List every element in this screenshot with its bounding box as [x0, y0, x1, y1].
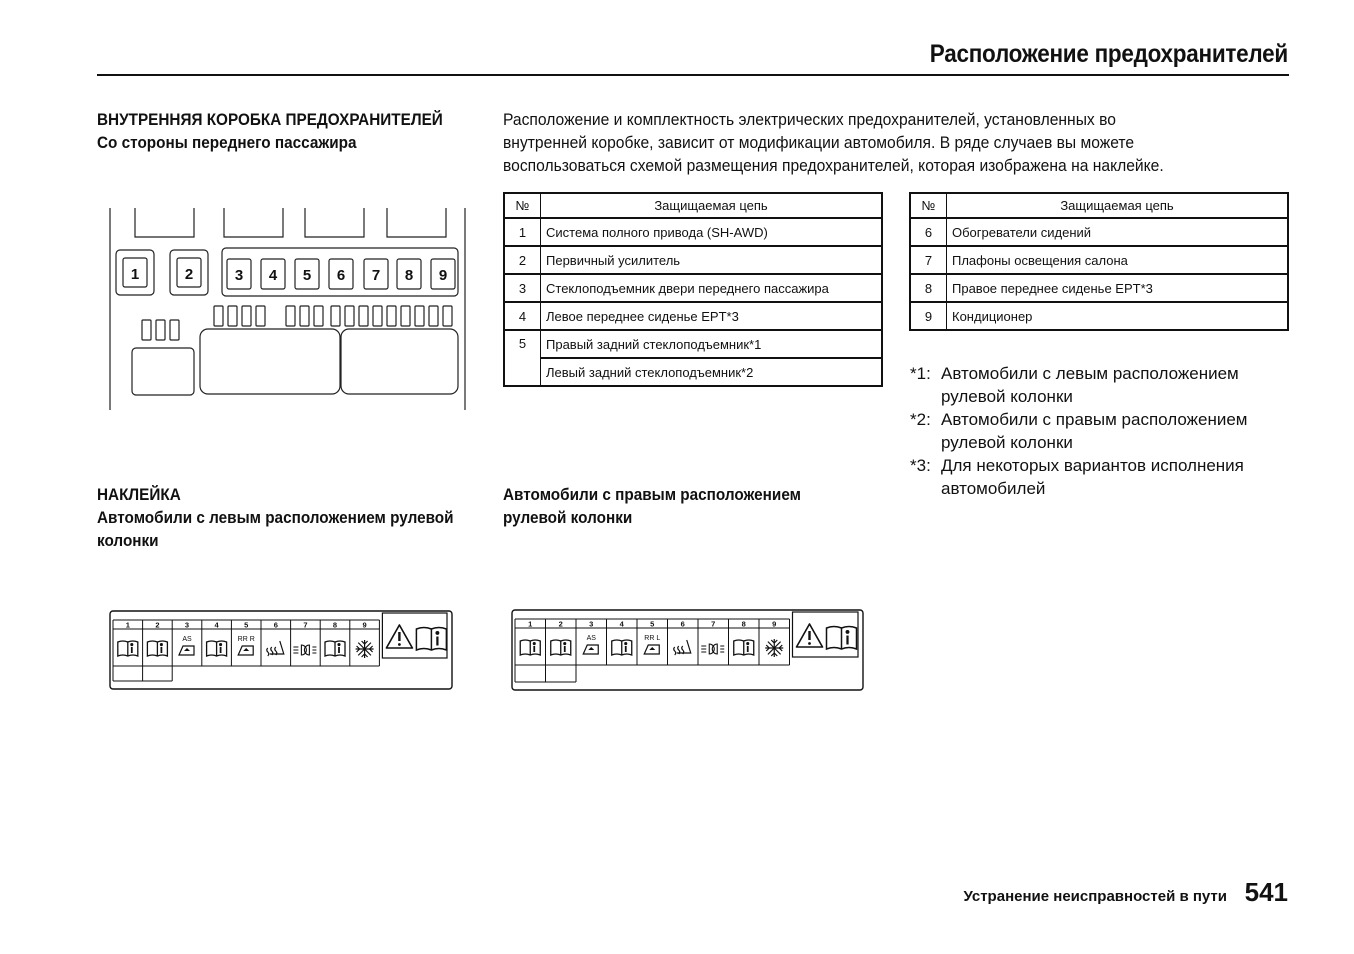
snowflake-icon: [356, 640, 374, 658]
fuse-label-6: 6: [336, 267, 346, 284]
table-header-no: №: [504, 193, 541, 218]
footnote: [910, 454, 1291, 500]
window-switch-icon: [238, 636, 255, 655]
window-label: RR L: [644, 635, 661, 642]
seat-heater-icon: [674, 640, 691, 655]
table-cell-no: 5: [504, 330, 541, 386]
seat-heater-icon: [267, 641, 284, 656]
inner-box-heading: ВНУТРЕННЯЯ КОРОБКА ПРЕДОХРАНИТЕЛЕЙ: [97, 110, 443, 129]
table-cell-circuit: Плафоны освещения салона: [947, 246, 1289, 274]
fuse-label-4: 4: [268, 267, 278, 284]
intro-line: внутренней коробке, зависит от модификации автомобиля. В ряде случаев вы можете: [503, 133, 1135, 152]
book-info-icon: [612, 640, 632, 655]
window-label: RR R: [237, 636, 255, 643]
sticker-fuse-number: 1: [528, 619, 533, 629]
table-header-circuit: Защищаемая цепь: [947, 193, 1289, 218]
footnote: [910, 408, 1291, 454]
sticker-heading: НАКЛЕЙКА: [97, 485, 181, 504]
window-switch-icon: [644, 635, 660, 654]
page-number: 541: [1244, 877, 1288, 907]
footnote-text: Автомобили с левым расположением рулевой колонки: [941, 364, 1239, 406]
fuse-label-7: 7: [371, 267, 381, 284]
window-switch-icon: [179, 636, 194, 655]
table-cell-no: 2: [504, 246, 541, 274]
book-info-icon: [827, 627, 857, 650]
table-header-circuit: Защищаемая цепь: [541, 193, 883, 218]
sticker-rhd: [511, 609, 864, 691]
window-label: AS: [182, 636, 192, 643]
footnote: [910, 362, 1291, 408]
book-info-icon: [520, 640, 540, 655]
fuse-label-8: 8: [404, 267, 414, 284]
book-info-icon: [207, 641, 227, 656]
sticker-fuse-number: 5: [650, 619, 655, 629]
sticker-fuse-number: 2: [558, 619, 563, 629]
fuse-table-left: [503, 192, 883, 387]
table-cell-circuit: Обогреватели сидений: [947, 218, 1289, 246]
sticker-rhd-caption-line: Автомобили с правым расположением: [503, 485, 801, 504]
table-cell-no: 4: [504, 302, 541, 330]
footnote-text: Для некоторых вариантов исполнения автомобилей: [941, 456, 1244, 498]
sticker-fuse-number: 9: [362, 620, 367, 630]
interior-light-icon: [701, 644, 724, 654]
table-cell-circuit: Левое переднее сиденье EPT*3: [541, 302, 883, 330]
table-cell-circuit: Левый задний стеклоподъемник*2: [541, 358, 883, 386]
table-cell-no: 6: [910, 218, 947, 246]
interior-light-icon: [293, 645, 316, 655]
warning-box: [382, 613, 447, 658]
sticker-rhd-caption-line: рулевой колонки: [503, 508, 633, 527]
sticker-fuse-number: 4: [619, 619, 624, 629]
intro-paragraph: [503, 108, 1230, 177]
table-cell-circuit: Первичный усилитель: [541, 246, 883, 274]
sticker-fuse-number: 1: [125, 620, 130, 630]
book-info-icon: [551, 640, 571, 655]
fuse-label-9: 9: [438, 267, 448, 284]
sticker-fuse-number: 8: [741, 619, 746, 629]
sticker-fuse-number: 5: [244, 620, 249, 630]
inner-box-subheading: Со стороны переднего пассажира: [97, 133, 357, 152]
table-cell-circuit: Стеклоподъемник двери переднего пассажира: [541, 274, 883, 302]
fuse-box-diagram: [105, 205, 475, 417]
sticker-lhd-caption-line: колонки: [97, 531, 159, 550]
book-info-icon: [734, 640, 754, 655]
book-info-icon: [325, 641, 345, 656]
window-label: AS: [586, 635, 596, 642]
window-switch-icon: [583, 635, 598, 654]
table-cell-circuit: Кондиционер: [947, 302, 1289, 330]
sticker-fuse-number: 2: [155, 620, 160, 630]
table-cell-no: 1: [504, 218, 541, 246]
book-info-icon: [416, 628, 446, 651]
sticker-fuse-number: 4: [214, 620, 219, 630]
sticker-fuse-number: 6: [680, 619, 685, 629]
table-cell-no: 3: [504, 274, 541, 302]
table-cell-circuit: Правый задний стеклоподъемник*1: [541, 330, 883, 358]
fuse-label-3: 3: [234, 267, 244, 284]
sticker-fuse-number: 3: [184, 620, 190, 630]
footnote-mark: *1:: [910, 364, 931, 383]
intro-line: воспользоваться схемой размещения предохранителей, которая изображена на наклейке.: [503, 156, 1164, 175]
intro-line: Расположение и комплектность электрических предохранителей, установленных во: [503, 110, 1116, 129]
sticker-fuse-number: 9: [772, 619, 777, 629]
footnote-text: Автомобили с правым расположением рулевой колонки: [941, 410, 1248, 452]
fuse-label-1: 1: [130, 266, 140, 283]
footnotes: [910, 362, 1291, 500]
table-header-no: №: [910, 193, 947, 218]
table-cell-circuit: Система полного привода (SH-AWD): [541, 218, 883, 246]
table-cell-no: 9: [910, 302, 947, 330]
sticker-fuse-number: 3: [589, 619, 594, 629]
title-rule: [97, 74, 1289, 76]
table-cell-circuit: Правое переднее сиденье EPT*3: [947, 274, 1289, 302]
footnote-mark: *2:: [910, 410, 931, 429]
book-info-icon: [118, 641, 138, 656]
sticker-fuse-number: 6: [273, 620, 278, 630]
table-cell-no: 7: [910, 246, 947, 274]
sticker-fuse-number: 8: [332, 620, 338, 630]
sticker-lhd-caption-line: Автомобили с левым расположением рулевой: [97, 508, 454, 527]
fuse-label-5: 5: [302, 267, 312, 284]
warning-manual-icon: [797, 624, 857, 649]
sticker-fuse-number: 7: [303, 620, 308, 630]
snowflake-icon: [765, 639, 783, 657]
footer-section-title: Устранение неисправностей в пути: [963, 888, 1227, 905]
fuse-label-2: 2: [184, 266, 194, 283]
book-info-icon: [147, 641, 167, 656]
footnote-mark: *3:: [910, 456, 931, 475]
warning-box: [793, 612, 859, 657]
table-cell-no: 8: [910, 274, 947, 302]
page-title: Расположение предохранителей: [929, 40, 1288, 68]
warning-manual-icon: [386, 625, 446, 650]
fuse-table-right: [909, 192, 1289, 331]
sticker-fuse-number: 7: [711, 619, 716, 629]
sticker-lhd: [109, 610, 453, 690]
